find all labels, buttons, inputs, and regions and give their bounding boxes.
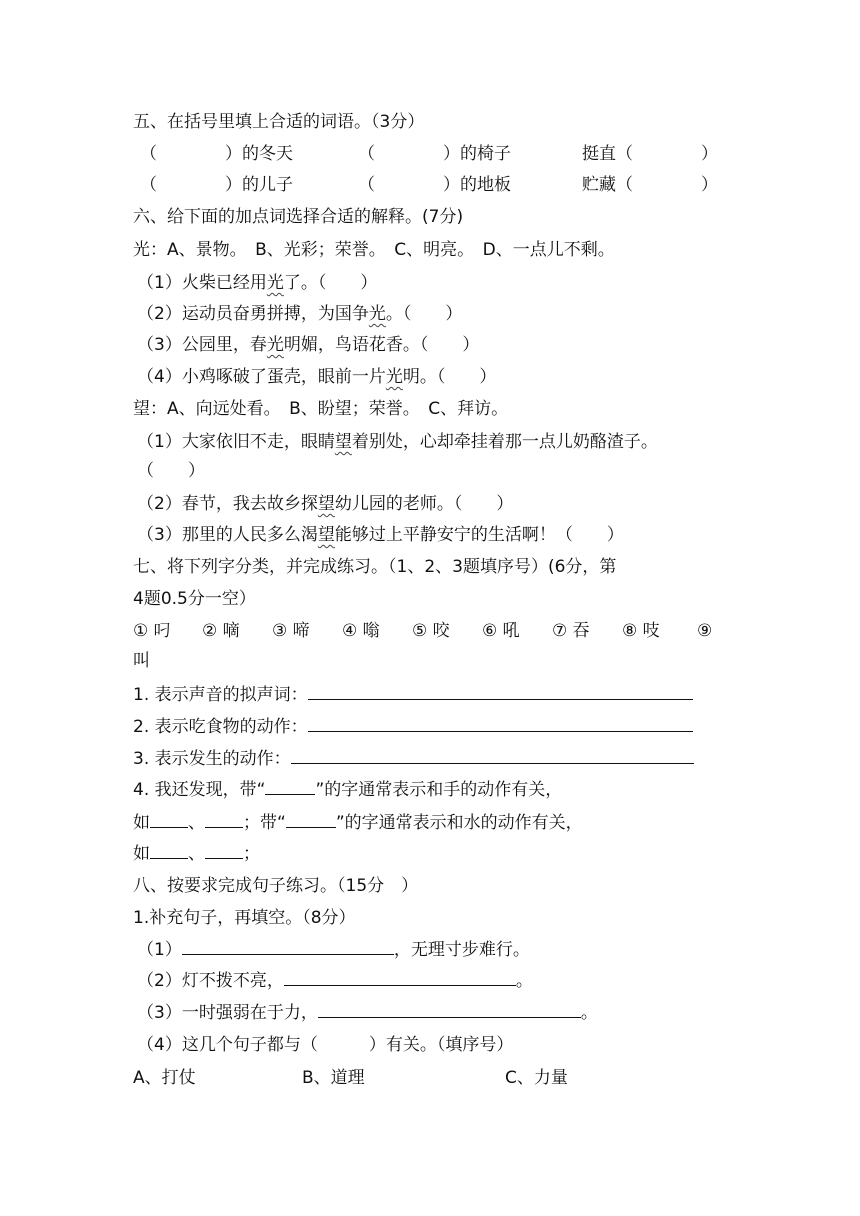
s7-q4-blank-water-ex2[interactable]	[205, 844, 243, 859]
s7-char-8: ⑧ 吱	[622, 621, 660, 641]
s7-q4-line1: 4. 我还发现，带“ ”的字通常表示和手的动作有关，	[133, 780, 563, 800]
s7-q1-blank[interactable]	[308, 685, 693, 700]
s8-item-4: （4）这几个句子都与（ ）有关。（填序号）	[137, 1035, 514, 1055]
s7-q4-blank-hand-ex2[interactable]	[205, 813, 243, 828]
s5-r2-c3: 贮藏（ ）	[582, 175, 718, 195]
s6-g2-item-3: （3）那里的人民多么渴望能够过上平静安宁的生活啊！（ ）	[137, 525, 624, 545]
s7-char-9: ⑨	[697, 621, 713, 641]
s7-q4-line3: 如 、 ；	[133, 844, 260, 864]
s7-q3-blank[interactable]	[291, 749, 694, 764]
s7-q4-blank-water[interactable]	[286, 813, 336, 828]
s6-g1-item-2: （2）运动员奋勇拼搏，为国争光。（ ）	[137, 304, 463, 324]
s6-g2-item-1-bracket: （ ）	[137, 461, 205, 481]
s5-r2-c1: （ ）的儿子	[140, 175, 293, 195]
s7-char-7: ⑦ 吞	[552, 621, 590, 641]
section-7-title-line2: 4题0.5分一空）	[133, 589, 256, 609]
s6-g1-item-3: （3）公园里，春光明媚，鸟语花香。（ ）	[137, 335, 480, 355]
s8-item-3: （3）一时强弱在于力， 。	[137, 1003, 598, 1023]
s5-r1-c3: 挺直（ ）	[582, 144, 718, 164]
s7-q2-blank[interactable]	[308, 717, 693, 732]
s7-q4-line2: 如 、 ；带“ ”的字通常表示和水的动作有关，	[133, 813, 583, 833]
s7-q1: 1. 表示声音的拟声词：	[133, 684, 693, 706]
s8-item-2-blank[interactable]	[284, 971, 516, 986]
s8-sub-1: 1.补充句子，再填空。（8分）	[133, 908, 356, 928]
s6-g1-item-4: （4）小鸡啄破了蛋壳，眼前一片光明。（ ）	[137, 367, 497, 387]
s6-g1-item-1: （1）火柴已经用光了。（ ）	[137, 273, 378, 293]
s8-option-c: C、力量	[505, 1068, 568, 1088]
s7-q4-blank-water-ex1[interactable]	[150, 844, 188, 859]
s7-char-9-cont: 叫	[133, 651, 150, 671]
s7-q4-blank-hand[interactable]	[265, 780, 315, 795]
s8-item-3-blank[interactable]	[318, 1003, 581, 1018]
s8-item-1-blank[interactable]	[182, 940, 394, 955]
s5-r1-c1: （ ）的冬天	[140, 144, 293, 164]
s7-q2: 2. 表示吃食物的动作：	[133, 716, 693, 738]
s8-item-1: （1） ，无理寸步难行。	[137, 940, 530, 960]
section-5-title: 五、在括号里填上合适的词语。（3分）	[133, 112, 425, 132]
section-7-title-line1: 七、将下列字分类，并完成练习。（1、2、3题填序号）(6分，第	[133, 557, 617, 577]
s6-g2-item-2: （2）春节，我去故乡探望幼儿园的老师。（ ）	[137, 494, 514, 514]
s5-r1-c2: （ ）的椅子	[358, 144, 511, 164]
s7-q4-blank-hand-ex1[interactable]	[150, 813, 188, 828]
section-6-title: 六、给下面的加点词选择合适的解释。(7分)	[133, 207, 464, 227]
s7-char-1: ① 叼	[133, 621, 171, 641]
s7-char-3: ③ 啼	[272, 621, 310, 641]
s7-char-5: ⑤ 咬	[412, 621, 450, 641]
s8-option-b: B、道理	[302, 1068, 365, 1088]
s7-char-6: ⑥ 吼	[482, 621, 520, 641]
s6-group1-options: 光：A、景物。 B、光彩；荣誉。 C、明亮。 D、一点儿不剩。	[133, 240, 615, 260]
s8-option-a: A、打仗	[133, 1068, 196, 1088]
section-8-title: 八、按要求完成句子练习。（15分 ）	[133, 876, 419, 896]
s8-item-2: （2）灯不拨不亮， 。	[137, 971, 533, 991]
s7-char-2: ② 嘀	[202, 621, 240, 641]
s5-r2-c2: （ ）的地板	[358, 175, 511, 195]
s7-q3: 3. 表示发生的动作：	[133, 748, 694, 770]
s7-char-4: ④ 嗡	[342, 621, 380, 641]
s6-g2-item-1: （1）大家依旧不走，眼睛望着别处，心却牵挂着那一点儿奶酪渣子。	[137, 432, 658, 452]
s6-group2-options: 望：A、向远处看。 B、盼望；荣誉。 C、拜访。	[133, 399, 509, 419]
